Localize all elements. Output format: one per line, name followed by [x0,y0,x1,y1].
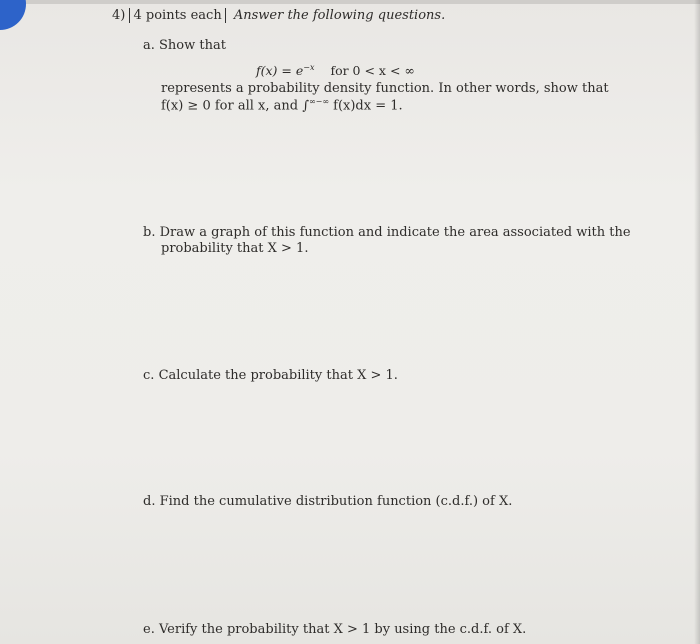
top-edge [0,0,700,4]
part-a-label: a. [143,38,155,53]
question-header [112,8,445,23]
question-number: 4) [112,8,126,23]
part-c: c. Calculate the probability that X > 1. [143,368,398,383]
part-d-label: d. [143,494,156,509]
question-instruction: Answer the following questions. [233,8,446,23]
part-c-label: c. [143,368,155,383]
page-shadow [694,0,700,644]
part-a-intro [143,38,226,53]
part-e: e. Verify the probability that X > 1 by using the c.d.f. of X. [143,622,527,637]
part-a-text: Show that [159,38,226,53]
part-a-formula: $f(x) = e^{-x}$ for 0 < x < ∞ [256,63,415,79]
part-d: d. Find the cumulative distribution function (c.d.f.) of X. [143,494,513,509]
blue-marker-dot [0,0,26,30]
part-b-line2: probability that X > 1. [161,241,309,256]
points-box: 4 points each [129,8,225,23]
part-a-line3: f(x) ≥ 0 for all x, and ∫∞−∞ f(x)dx = 1. [161,97,403,114]
part-a-line2: represents a probability density function. In other words, show that [161,81,609,96]
part-b-label: b. [143,225,156,240]
part-b-line1: b. Draw a graph of this function and indicate the area associated with the [143,225,631,240]
part-e-label: e. [143,622,155,637]
part-a-condition: for 0 < x < ∞ [330,63,415,79]
